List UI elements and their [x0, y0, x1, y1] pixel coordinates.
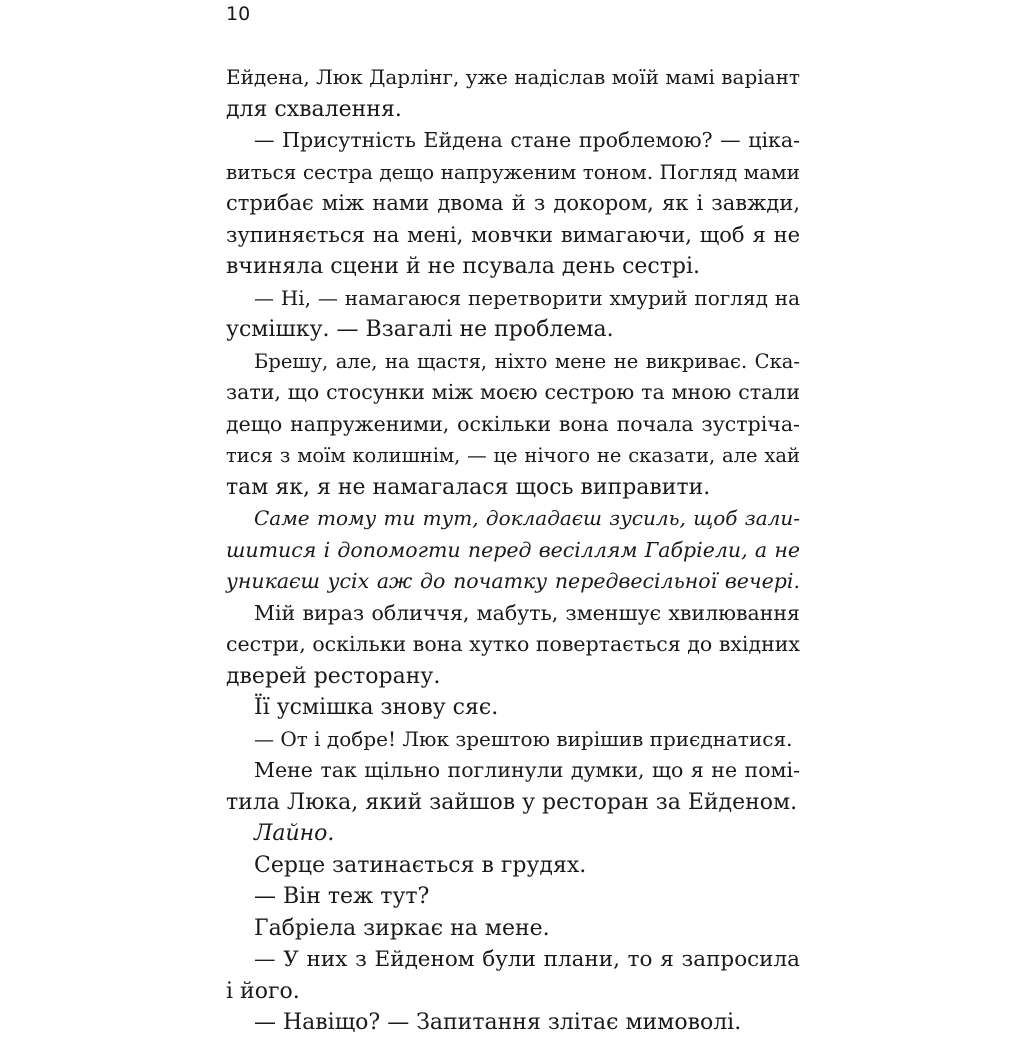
- text-line: для схвалення.: [226, 96, 402, 122]
- text-line: сестри, оскільки вона хутко повертається до вхідних: [226, 632, 800, 656]
- text-line: зати, що стосунки між моєю сестрою та мною стали: [226, 380, 800, 404]
- text-line: Ейдена, Люк Дарлінг, уже надіслав моїй мамі варіант: [226, 65, 800, 89]
- page-number: 10: [226, 3, 251, 25]
- text-line: дверей ресторану.: [226, 663, 441, 689]
- text-line: стрибає між нами двома й з докором, як і завжди,: [226, 191, 800, 215]
- text-line: Брешу, але, на щастя, ніхто мене не викриває. Ска-: [254, 349, 800, 373]
- text-line: Мій вираз обличчя, мабуть, зменшує хвилювання: [254, 600, 800, 625]
- text-line: Її усмішка знову сяє.: [254, 695, 499, 720]
- text-line: — Ні, — намагаюся перетворити хмурий погляд на: [254, 285, 800, 310]
- text-line: тила Люка, який зайшов у ресторан за Ейденом.: [226, 789, 798, 815]
- text-line: виться сестра дещо напруженим тоном. Погляд мами: [226, 159, 800, 184]
- text-line: зупиняється на мені, мовчки вимагаючи, щоб я не: [226, 222, 800, 247]
- text-line: Лайно.: [254, 821, 335, 846]
- text-line: Саме тому ти тут, докладаєш зусиль, щоб зали-: [254, 506, 800, 530]
- text-line: Мене так щільно поглинули думки, що я не помі-: [254, 758, 800, 782]
- text-line: уникаєш усіх аж до початку передвесільної вечері.: [226, 569, 800, 593]
- text-line: — Навіщо? — Запитання злітає мимоволі.: [254, 1010, 742, 1035]
- text-line: дещо напруженими, оскільки вона почала зустріча-: [226, 411, 800, 436]
- body-text: [226, 62, 800, 1039]
- text-line: там як, я не намагалася щось виправити.: [226, 474, 711, 500]
- text-line: — Присутність Ейдена стане проблемою? — ціка-: [254, 128, 800, 152]
- text-line: вчиняла сцени й не псувала день сестрі.: [226, 254, 701, 279]
- text-line: — От і добре! Люк зрештою вирішив приєднатися.: [254, 726, 793, 751]
- text-line: усмішку. — Взагалі не проблема.: [226, 317, 614, 342]
- text-line: — Він теж тут?: [254, 884, 430, 909]
- text-line: Габріела зиркає на мене.: [254, 915, 550, 941]
- text-line: — У них з Ейденом були плани, то я запросила: [254, 947, 800, 972]
- text-line: Серце затинається в грудях.: [254, 852, 587, 878]
- text-line: шитися і допомогти перед весіллям Габріели, а не: [226, 537, 800, 562]
- text-line: тися з моїм колишнім, — це нічого не сказати, але хай: [226, 444, 800, 467]
- text-line: і його.: [226, 978, 300, 1004]
